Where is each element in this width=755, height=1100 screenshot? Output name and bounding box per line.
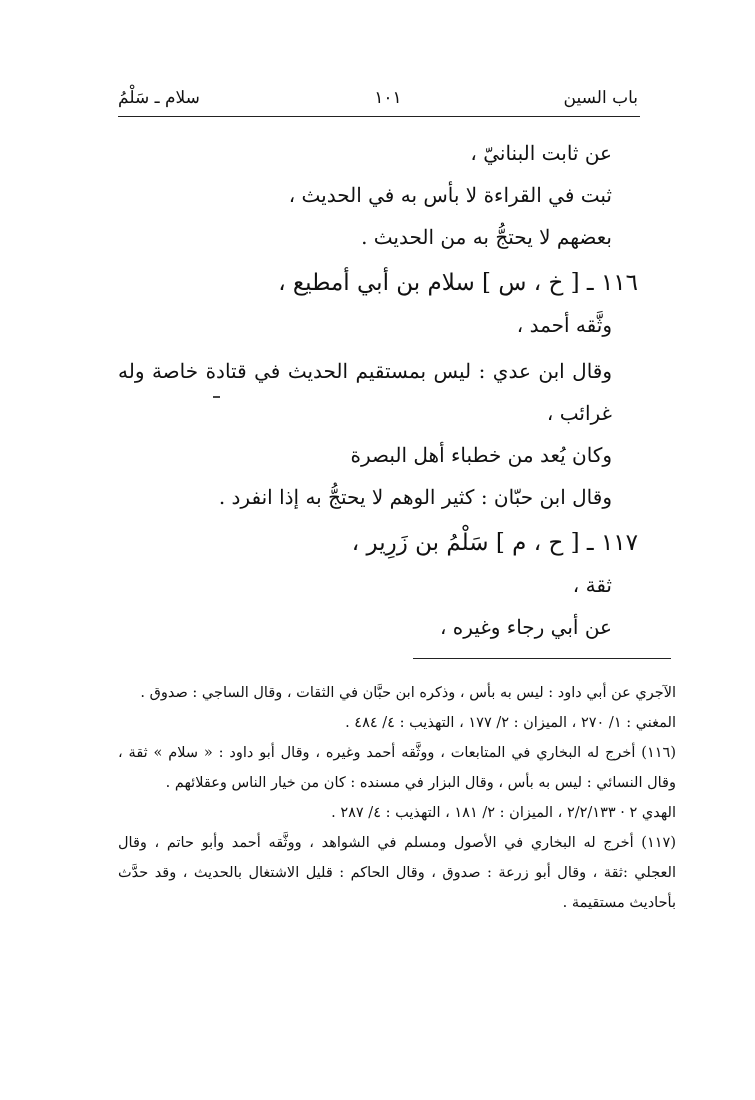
text-line: ثبت في القراءة لا بأس به في الحديث ، (288, 183, 612, 207)
text-line: ثقة ، (572, 573, 612, 597)
footnote-rule (413, 658, 671, 659)
footnote-line: الهدي ٢ · ٢/٢/١٣٣ ، الميزان : ٢/ ١٨١ ، التهذيب : ٤/ ٢٨٧ . (331, 805, 676, 821)
footnote-116: (١١٦) أخرج له البخاري في المتابعات ، ووثَّقه أحمد وغيره ، وقال أبو داود : « سلام » ثقة ، وقال النسائي : ليس به بأس ، وقال البزار في مسنده : كان من خيار الناس وعقلائهم . (118, 745, 676, 791)
text-line: وثَّقه أحمد ، (516, 313, 612, 337)
footnote-line: الآجري عن أبي داود : ليس به بأس ، وذكره ابن حبَّان في الثقات ، وقال الساجي : صدوق . (140, 685, 676, 701)
footnotes (118, 678, 676, 918)
entry-heading-117: ١١٧ ـ [ ح ، م ] سَلْمُ بن زَرِير ، (351, 530, 638, 556)
chapter-title: باب السين (563, 88, 638, 108)
main-text (118, 132, 638, 648)
entry-heading-116: ١١٦ ـ [ خ ، س ] سلام بن أبي أمطيع ، (278, 270, 638, 296)
text-line: بعضهم لا يحتجُّ به من الحديث . (361, 225, 612, 249)
footnote-line: المغني : ١/ ٢٧٠ ، الميزان : ٢/ ١٧٧ ، التهذيب : ٤/ ٤٨٤ . (345, 715, 676, 731)
page-number: ١٠١ (374, 88, 402, 108)
text-line: وكان يُعد من خطباء أهل البصرة (350, 443, 612, 467)
section-title: سلام ـ سَلْمُ (118, 88, 200, 108)
running-header (118, 88, 638, 116)
stray-mark (213, 396, 220, 398)
text-line: عن أبي رجاء وغيره ، (439, 615, 612, 639)
footnote-117: (١١٧) أخرج له البخاري في الأصول ومسلم في الشواهد ، ووثَّقه أحمد وأبو حاتم ، وقال العجلي :ثقة ، وقال أبو زرعة : صدوق ، وقال الحاكم : قليل الاشتغال بالحديث ، وقد حدَّث بأحاديث مستقيمة . (118, 835, 676, 911)
text-line: وقال ابن عدي : ليس بمستقيم الحديث في قتادة خاصة وله غرائب ، (118, 359, 612, 425)
header-rule (118, 116, 640, 117)
text-line: عن ثابت البنانيّ ، (470, 141, 612, 165)
text-line: وقال ابن حبّان : كثير الوهم لا يحتجُّ به إذا انفرد . (218, 485, 612, 509)
